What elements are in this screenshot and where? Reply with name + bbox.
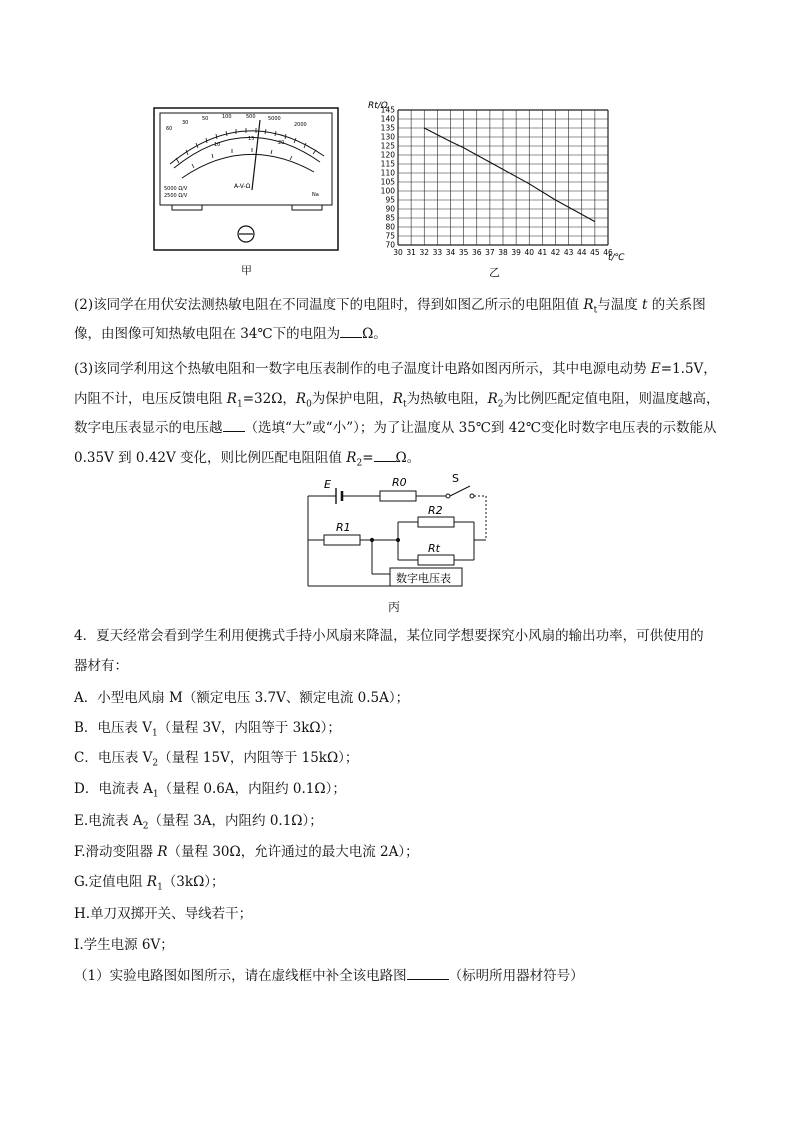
y-tick-label: 135 [380, 123, 395, 133]
x-tick-label: 38 [498, 248, 508, 257]
scale-label-1: 60 [166, 126, 173, 132]
answer-blank-1[interactable] [340, 337, 362, 338]
meter-brand: Na [312, 192, 319, 198]
meter-caption: 甲 [241, 264, 252, 277]
y-tick-label: 110 [380, 168, 395, 178]
y-tick-label: 90 [385, 204, 395, 214]
y-tick-label: 70 [385, 240, 395, 250]
label-rt: Rt [428, 542, 440, 555]
x-tick-label: 35 [458, 248, 469, 257]
q3-line-1: (3)该同学利用这个热敏电阻和一数字电压表制作的电子温度计电路如图丙所示，其中电源电动势 E=1.5V， [74, 361, 717, 377]
q4-intro-1: 4．夏天经常会看到学生利用便携式手持小风扇来降温，某位同学想要探究小风扇的输出功率，可供使用的 [74, 628, 704, 644]
y-tick-label: 145 [380, 105, 395, 115]
q3-line-4: 0.35V 到 0.42V 变化，则比例匹配电阻阻值 $R_2= \Omega$。 [74, 450, 421, 469]
x-tick-label: 41 [537, 248, 548, 257]
x-tick-label: 31 [406, 248, 416, 257]
x-tick-label: 46 [603, 248, 613, 257]
y-tick-label: 80 [385, 222, 395, 232]
graph-xlabel: t/℃ [608, 253, 625, 263]
q4-item-g: G.定值电阻 $R_1(3k\Omega)$； [74, 874, 225, 893]
x-tick-label: 42 [550, 248, 561, 257]
q4-item-f: F.滑动变阻器 R（量程 30Ω，允许通过的最大电流 2A）； [74, 844, 419, 860]
scale-label-3: 50 [202, 116, 209, 122]
scale-label-2: 30 [182, 120, 189, 126]
y-tick-label: 140 [380, 114, 395, 124]
label-voltmeter: 数字电压表 [396, 572, 451, 585]
label-r1: R1 [336, 521, 351, 534]
q4-item-a: A．小型电风扇 M（额定电压 3.7V、额定电流 0.5A）； [74, 690, 410, 706]
answer-blank-2[interactable] [223, 431, 245, 432]
answer-blank-3[interactable] [374, 461, 396, 462]
switch-contact-right [470, 494, 474, 498]
meter-sens-2: 2500 Ω/V [164, 193, 188, 199]
q4-item-d: D．电流表 $A_1$（量程 0.6A，内阻约 0.1Ω）； [74, 781, 346, 800]
switch-blade [450, 486, 470, 496]
q2-line-2: 像，由图像可知热敏电阻在 34℃下的电阻为 Ω。 [74, 326, 387, 342]
q4-item-b: B．电压表 $V_1$（量程 3V，内阻等于 3kΩ）； [74, 720, 341, 739]
mid-label-1: 10 [214, 142, 221, 148]
x-tick-label: 36 [471, 248, 482, 257]
meter-sens-1: 5000 Ω/V [164, 186, 188, 192]
q4-item-h: H.单刀双掷开关、导线若干； [74, 906, 253, 922]
y-tick-label: 120 [380, 150, 395, 160]
graph-x-ticks [393, 248, 613, 257]
resistor-rt [418, 555, 454, 565]
y-tick-label: 100 [380, 186, 395, 196]
mid-label-2: 15 [248, 136, 255, 142]
x-tick-label: 33 [432, 248, 443, 257]
y-tick-label: 95 [385, 195, 395, 205]
resistor-r0 [380, 491, 416, 501]
scale-label-7: 2000 [294, 122, 307, 128]
circuit-caption: 丙 [388, 600, 401, 614]
y-tick-label: 115 [380, 159, 395, 169]
y-tick-label: 105 [380, 177, 395, 187]
graph-caption: 乙 [489, 266, 500, 279]
x-tick-label: 39 [511, 248, 521, 257]
resistor-r2 [418, 517, 454, 527]
y-tick-label: 125 [380, 141, 395, 151]
x-tick-label: 34 [445, 248, 456, 257]
graph-series [424, 128, 595, 222]
q4-intro-2: 器材有： [74, 658, 128, 674]
label-r0: R0 [392, 476, 407, 489]
rt-graph [362, 98, 630, 276]
junction-2 [396, 538, 399, 541]
label-e: E [324, 478, 331, 491]
scale-label-6: 5000 [268, 116, 281, 122]
label-r2: R2 [428, 504, 443, 517]
label-s: S [452, 472, 459, 485]
meter-tab-right [292, 205, 322, 210]
series-line-Rt [424, 128, 595, 222]
meter-tab-left [172, 205, 202, 210]
answer-blank-4[interactable] [407, 979, 449, 980]
x-tick-label: 30 [393, 248, 403, 257]
circuit-figure [300, 470, 500, 594]
q4-item-c: C．电压表 $V_2$（量程 15V，内阻等于 15kΩ）； [74, 750, 359, 769]
y-tick-label: 75 [385, 231, 395, 241]
switch-contact-left [446, 494, 450, 498]
y-tick-label: 85 [385, 213, 395, 223]
x-tick-label: 40 [524, 248, 535, 257]
meter-figure [152, 106, 342, 254]
scale-label-4: 100 [222, 114, 232, 120]
q4-question-1: （1）实验电路图如图所示，请在虚线框中补全该电路图 （标明所用器材符号） [74, 968, 584, 984]
x-tick-label: 43 [563, 248, 574, 257]
x-tick-label: 44 [576, 248, 587, 257]
y-tick-label: 130 [380, 132, 395, 142]
mid-label-3: 20 [278, 140, 285, 146]
scale-label-5: 500 [246, 114, 256, 120]
q4-item-i: I.学生电源 6V； [74, 937, 174, 953]
meter-function-label: A-V-Ω [234, 183, 251, 190]
x-tick-label: 45 [590, 248, 600, 257]
graph-ylabel: Rt/Ω [368, 101, 388, 111]
q3-line-3: 数字电压表显示的电压越 （选填“大”或“小”）；为了让温度从 35℃到 42℃变化时数字电压表的示数能从 [74, 420, 717, 436]
q4-item-e: E.电流表 $A_2$（量程 3A，内阻约 0.1Ω）； [74, 813, 323, 832]
graph-y-ticks [381, 106, 396, 250]
x-tick-label: 37 [485, 248, 495, 257]
resistor-r1 [324, 535, 360, 545]
q2-line-1: (2)该同学在用伏安法测热敏电阻在不同温度下的电阻时，得到如图乙所示的电阻阻值 $R_t$与温度 t 的关系图 [74, 297, 706, 316]
q3-line-2: 内阻不计，电压反馈电阻 $R_1=32\Omega$，$R_0$为保护电阻，$R_t$为热敏电阻，$R_2$为比例匹配定值电阻，则温度越高， [74, 391, 720, 410]
x-tick-label: 32 [419, 248, 430, 257]
